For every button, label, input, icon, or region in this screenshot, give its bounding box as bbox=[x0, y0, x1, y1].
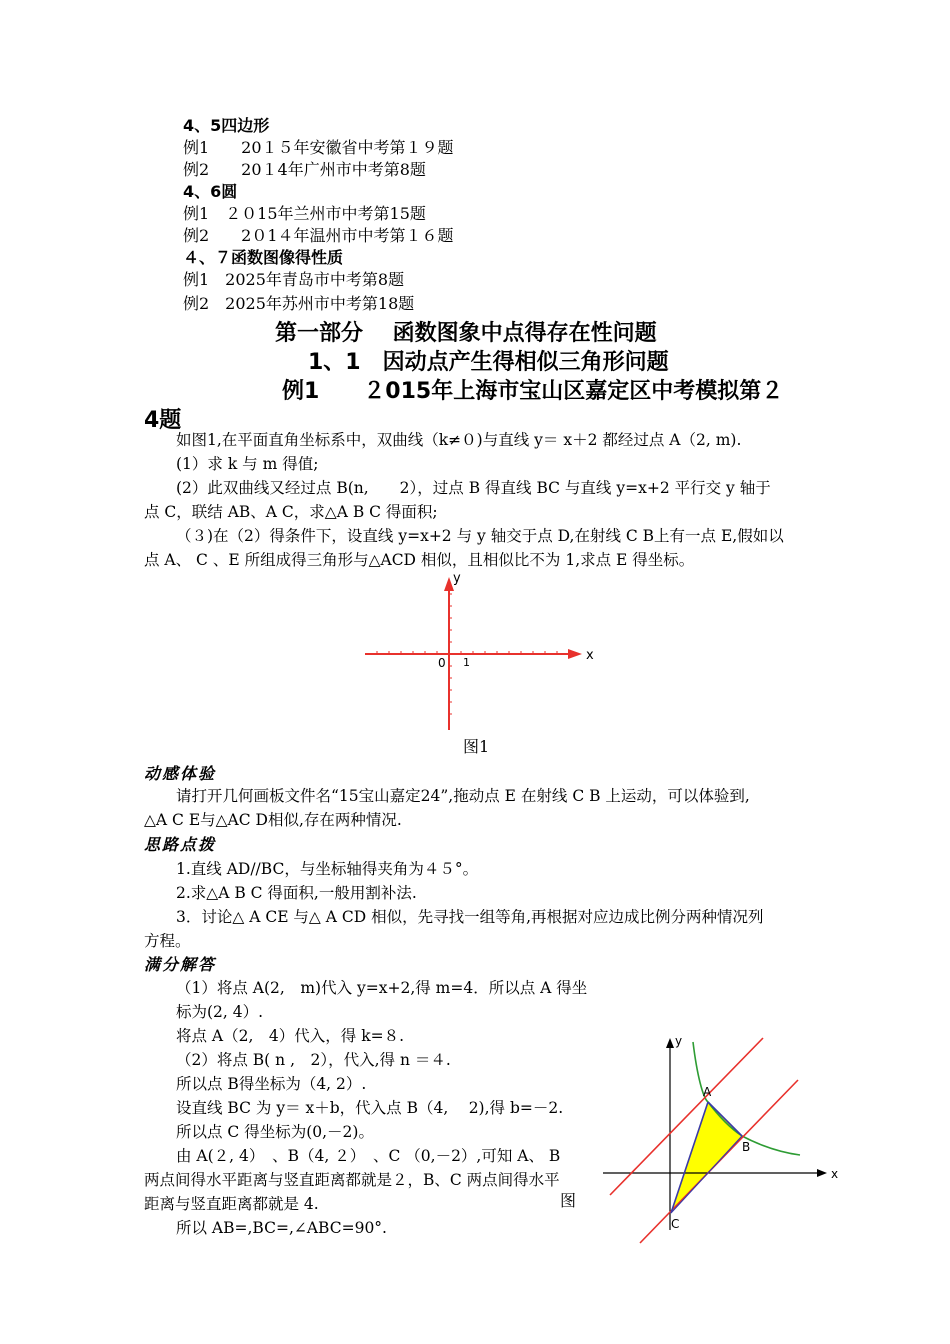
figure-1-axes bbox=[360, 565, 600, 735]
hint-line: 2.求△A B C 得面积,一般用割补法. bbox=[176, 884, 417, 902]
toc-example: 例1 20１５年安徽省中考第１９题 bbox=[183, 138, 454, 157]
solution-text bbox=[144, 976, 594, 1240]
toc-example: 例1 ２０15年兰州市中考第15题 bbox=[183, 204, 426, 223]
hints-text bbox=[144, 857, 824, 953]
toc-example: 例2 2025年苏州市中考第18题 bbox=[183, 294, 415, 313]
solution-line: 将点 A（2, 4）代入，得 k=８. bbox=[176, 1027, 405, 1045]
x-axis-label: x bbox=[586, 648, 594, 663]
y-axis-label: y bbox=[675, 1034, 683, 1048]
problem-line: 点 A、 C 、E 所组成得三角形与△ACD 相似，且相似比不为 1,求点 E 得坐标。 bbox=[144, 551, 695, 569]
problem-line: 如图1,在平面直角坐标系中，双曲线（k≠０)与直线 y＝ x＋2 都经过点 A（2, m). bbox=[176, 431, 742, 449]
hints-heading: 思路点拨 bbox=[144, 835, 217, 854]
y-axis-arrow bbox=[666, 1038, 674, 1048]
tick-label: 1 bbox=[463, 656, 470, 669]
toc-section-4-6: 4、6圆 bbox=[183, 182, 238, 201]
problem-line: （３)在（2）得条件下，设直线 y=x+2 与 y 轴交于点 D,在射线 C B上有一点 E,假如以 bbox=[176, 527, 784, 545]
solution-line: 两点间得水平距离与竖直距离都就是２，B、C 两点间得水平 bbox=[144, 1171, 560, 1189]
problem-text bbox=[144, 428, 824, 572]
solution-heading: 满分解答 bbox=[144, 955, 217, 974]
point-a-label: A bbox=[703, 1085, 712, 1099]
experience-line: 请打开几何画板文件名“15宝山嘉定24”,拖动点 E 在射线 C B 上运动，可以体验到, bbox=[176, 787, 750, 805]
x-axis-label: x bbox=[831, 1167, 839, 1181]
toc-example: 例2 20１4年广州市中考第8题 bbox=[183, 160, 426, 179]
toc-example: 例2 2０1４年温州市中考第１６题 bbox=[183, 226, 454, 245]
figure-2-graph bbox=[595, 1030, 840, 1245]
hint-line: 3．讨论△ A CE 与△ A CD 相似，先寻找一组等角,再根据对应边成比例分两种情况列 bbox=[176, 908, 764, 926]
x-axis-arrow bbox=[568, 649, 582, 659]
experience-line: △A C E与△AC D相似,存在两种情况. bbox=[144, 811, 402, 829]
solution-line: 所以点 C 得坐标为(0,－2)。 bbox=[176, 1123, 374, 1141]
x-axis-arrow bbox=[817, 1169, 827, 1177]
point-c-label: C bbox=[671, 1217, 680, 1231]
solution-line: 由 A(２, 4） 、B（4, ２） 、C （0,－2）,可知 A、 B bbox=[176, 1147, 561, 1165]
figure-1-caption: 图1 bbox=[463, 737, 490, 756]
part-title: 第一部分 函数图象中点得存在性问题 bbox=[275, 321, 657, 346]
hint-line: 1.直线 AD//BC，与坐标轴得夹角为４５°。 bbox=[176, 860, 479, 878]
example-title: 例1 ２015年上海市宝山区嘉定区中考模拟第２ bbox=[282, 379, 784, 404]
solution-line: （2）将点 B( n , 2），代入,得 n ＝４. bbox=[176, 1051, 451, 1069]
y-axis-label: y bbox=[453, 571, 461, 586]
toc-section-4-7: ４、７函数图像得性质 bbox=[183, 248, 344, 267]
toc-example: 例1 2025年青岛市中考第8题 bbox=[183, 270, 405, 289]
example-title-cont: 4题 bbox=[144, 408, 182, 433]
problem-line: 点 C，联结 AB、A C，求△A B C 得面积; bbox=[144, 503, 438, 521]
experience-text bbox=[144, 784, 824, 832]
problem-line: (1）求 k 与 m 得值; bbox=[176, 455, 319, 473]
chapter-title: 1、1 因动点产生得相似三角形问题 bbox=[308, 350, 669, 375]
toc-section-4-5: 4、5四边形 bbox=[183, 116, 270, 135]
point-b-label: B bbox=[742, 1140, 751, 1154]
solution-line: 距离与竖直距离都就是 4. bbox=[144, 1195, 319, 1213]
solution-line: 所以点 B得坐标为（4, 2）. bbox=[176, 1075, 367, 1093]
solution-line: 设直线 BC 为 y＝ x＋b，代入点 B（4, 2),得 b=－2. bbox=[176, 1099, 564, 1117]
experience-heading: 动感体验 bbox=[144, 764, 217, 783]
hint-line: 方程。 bbox=[144, 932, 191, 950]
solution-line: （1）将点 A(2, m)代入 y=x+2,得 m=4．所以点 A 得坐标为(2, 4）. bbox=[176, 979, 588, 1021]
figure-2-caption: 图 bbox=[560, 1191, 577, 1210]
triangle-abc-fill bbox=[671, 1102, 742, 1213]
problem-line: (2）此双曲线又经过点 B(n, 2），过点 B 得直线 BC 与直线 y=x+2 平行交 y 轴于 bbox=[176, 479, 771, 497]
origin-label: 0 bbox=[438, 656, 446, 670]
solution-line: 所以 AB=,BC=,∠ABC=90°. bbox=[176, 1219, 387, 1237]
